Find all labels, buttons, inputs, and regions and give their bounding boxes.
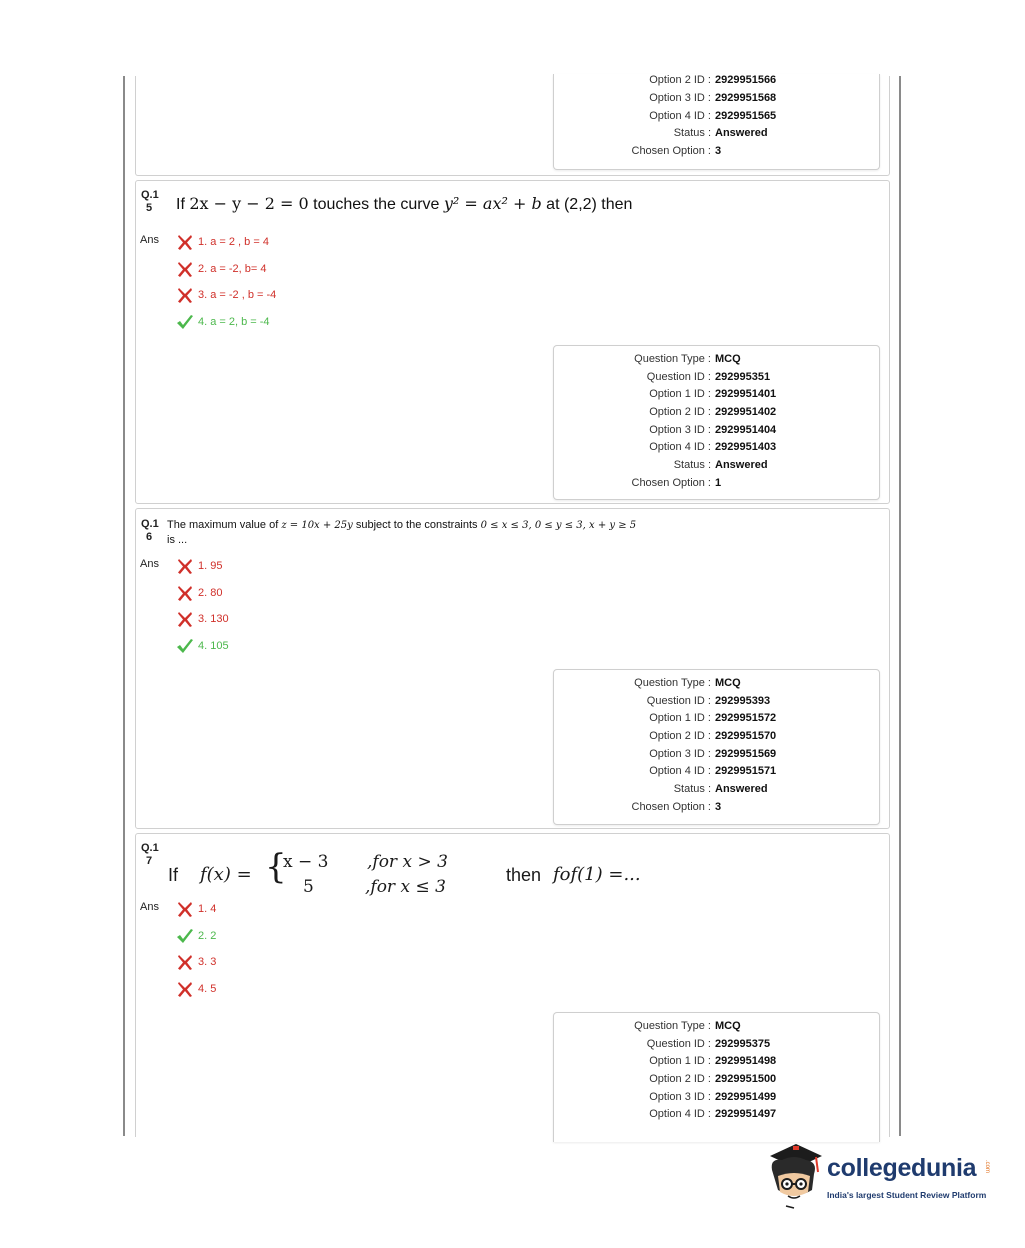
- option-3: 3. 3: [176, 953, 216, 971]
- meta-row: Status : Answered: [673, 127, 768, 139]
- case-1-expr: x − 3: [283, 852, 329, 872]
- meta-row: Question Type : MCQ: [634, 677, 741, 689]
- question-meta-panel: [553, 345, 880, 500]
- question-expr: fof(1) =...: [553, 864, 641, 885]
- meta-row: Option 4 ID : 2929951565: [649, 110, 777, 122]
- question-meta-panel: [553, 74, 880, 170]
- meta-row: Question Type : MCQ: [634, 353, 741, 365]
- cross-icon: [176, 286, 194, 304]
- question-block-15: [135, 180, 890, 504]
- meta-row: Chosen Option : 1: [631, 477, 722, 489]
- answer-label: Ans: [140, 901, 159, 913]
- check-icon: [176, 313, 194, 331]
- question-number: Q.1 5: [141, 189, 159, 214]
- meta-row: Chosen Option : 3: [631, 801, 722, 813]
- option-4: 4. a = 2, b = -4: [176, 313, 270, 331]
- meta-row: Question ID : 292995393: [646, 695, 771, 707]
- question-then: then: [506, 865, 542, 885]
- question-block-17: [135, 833, 890, 1137]
- question-number: Q.1 7: [141, 842, 159, 867]
- meta-row: Option 3 ID : 2929951404: [649, 424, 777, 436]
- logo-tagline: India's largest Student Review Platform: [827, 1190, 987, 1200]
- cross-icon: [176, 260, 194, 278]
- meta-row: Option 2 ID : 2929951570: [649, 730, 777, 742]
- page-frame-left: [123, 76, 125, 1136]
- meta-row: Option 3 ID : 2929951568: [649, 92, 777, 104]
- meta-row: Question ID : 292995375: [646, 1038, 771, 1050]
- option-3: 3. a = -2 , b = -4: [176, 286, 276, 304]
- question-text: The maximum value of z = 10x + 25y subject to the constraints 0 ≤ x ≤ 3, 0 ≤ y ≤ 3, x + y ≥ 5: [167, 519, 637, 531]
- check-icon: [176, 637, 194, 655]
- cross-icon: [176, 980, 194, 998]
- case-2-expr: 5: [303, 877, 314, 897]
- option-3: 3. 130: [176, 610, 229, 628]
- cross-icon: [176, 900, 194, 918]
- question-text: If 2x − y − 2 = 0 touches the curve y² = ax² + b at (2,2) then: [176, 194, 633, 213]
- question-meta-panel: [553, 669, 880, 825]
- meta-row: Option 2 ID : 2929951566: [649, 74, 777, 86]
- meta-row: Question ID : 292995351: [646, 371, 771, 383]
- meta-row: Option 1 ID : 2929951401: [649, 388, 777, 400]
- option-4: 4. 5: [176, 980, 216, 998]
- question-if: If: [168, 865, 179, 885]
- option-1: 1. 4: [176, 900, 216, 918]
- option-1: 1. a = 2 , b = 4: [176, 233, 269, 251]
- meta-row: Option 3 ID : 2929951499: [649, 1091, 777, 1103]
- brace: {: [265, 847, 287, 887]
- case-2-cond: ,for x ≤ 3: [365, 877, 446, 897]
- meta-row: Option 4 ID : 2929951403: [649, 441, 777, 453]
- meta-row: Chosen Option : 3: [631, 145, 722, 157]
- page-frame-right: [899, 76, 901, 1136]
- meta-row: Option 1 ID : 2929951498: [649, 1055, 777, 1067]
- option-2: 2. 2: [176, 927, 216, 945]
- meta-row: Question Type : MCQ: [634, 1020, 741, 1032]
- option-4: 4. 105: [176, 637, 229, 655]
- meta-row: Option 2 ID : 2929951402: [649, 406, 777, 418]
- meta-row: Option 1 ID : 2929951572: [649, 712, 777, 724]
- question-number: Q.1 6: [141, 518, 159, 543]
- option-2: 2. 80: [176, 584, 222, 602]
- cross-icon: [176, 610, 194, 628]
- logo-domain: .com: [984, 1160, 990, 1174]
- question-meta-panel: [553, 1012, 880, 1142]
- meta-row: Option 3 ID : 2929951569: [649, 748, 777, 760]
- question-block-16: [135, 508, 890, 829]
- check-icon: [176, 927, 194, 945]
- meta-row: Option 2 ID : 2929951500: [649, 1073, 777, 1085]
- collegedunia-logo: [766, 1140, 996, 1210]
- logo-wordmark: collegedunia: [827, 1154, 977, 1182]
- meta-row: Option 4 ID : 2929951497: [649, 1108, 777, 1120]
- cross-icon: [176, 233, 194, 251]
- option-2: 2. a = -2, b= 4: [176, 260, 267, 278]
- question-text-line-2: is ...: [167, 534, 188, 546]
- question-block-previous: [135, 76, 890, 176]
- cross-icon: [176, 953, 194, 971]
- meta-row: Status : Answered: [673, 783, 768, 795]
- function-label: f(x) =: [200, 864, 252, 885]
- answer-label: Ans: [140, 234, 159, 246]
- cross-icon: [176, 557, 194, 575]
- answer-label: Ans: [140, 558, 159, 570]
- mascot-icon: [766, 1140, 826, 1210]
- option-1: 1. 95: [176, 557, 222, 575]
- cross-icon: [176, 584, 194, 602]
- piecewise-function: [164, 844, 684, 897]
- meta-row: Option 4 ID : 2929951571: [649, 765, 777, 777]
- case-1-cond: ,for x > 3: [367, 852, 448, 872]
- meta-row: Status : Answered: [673, 459, 768, 471]
